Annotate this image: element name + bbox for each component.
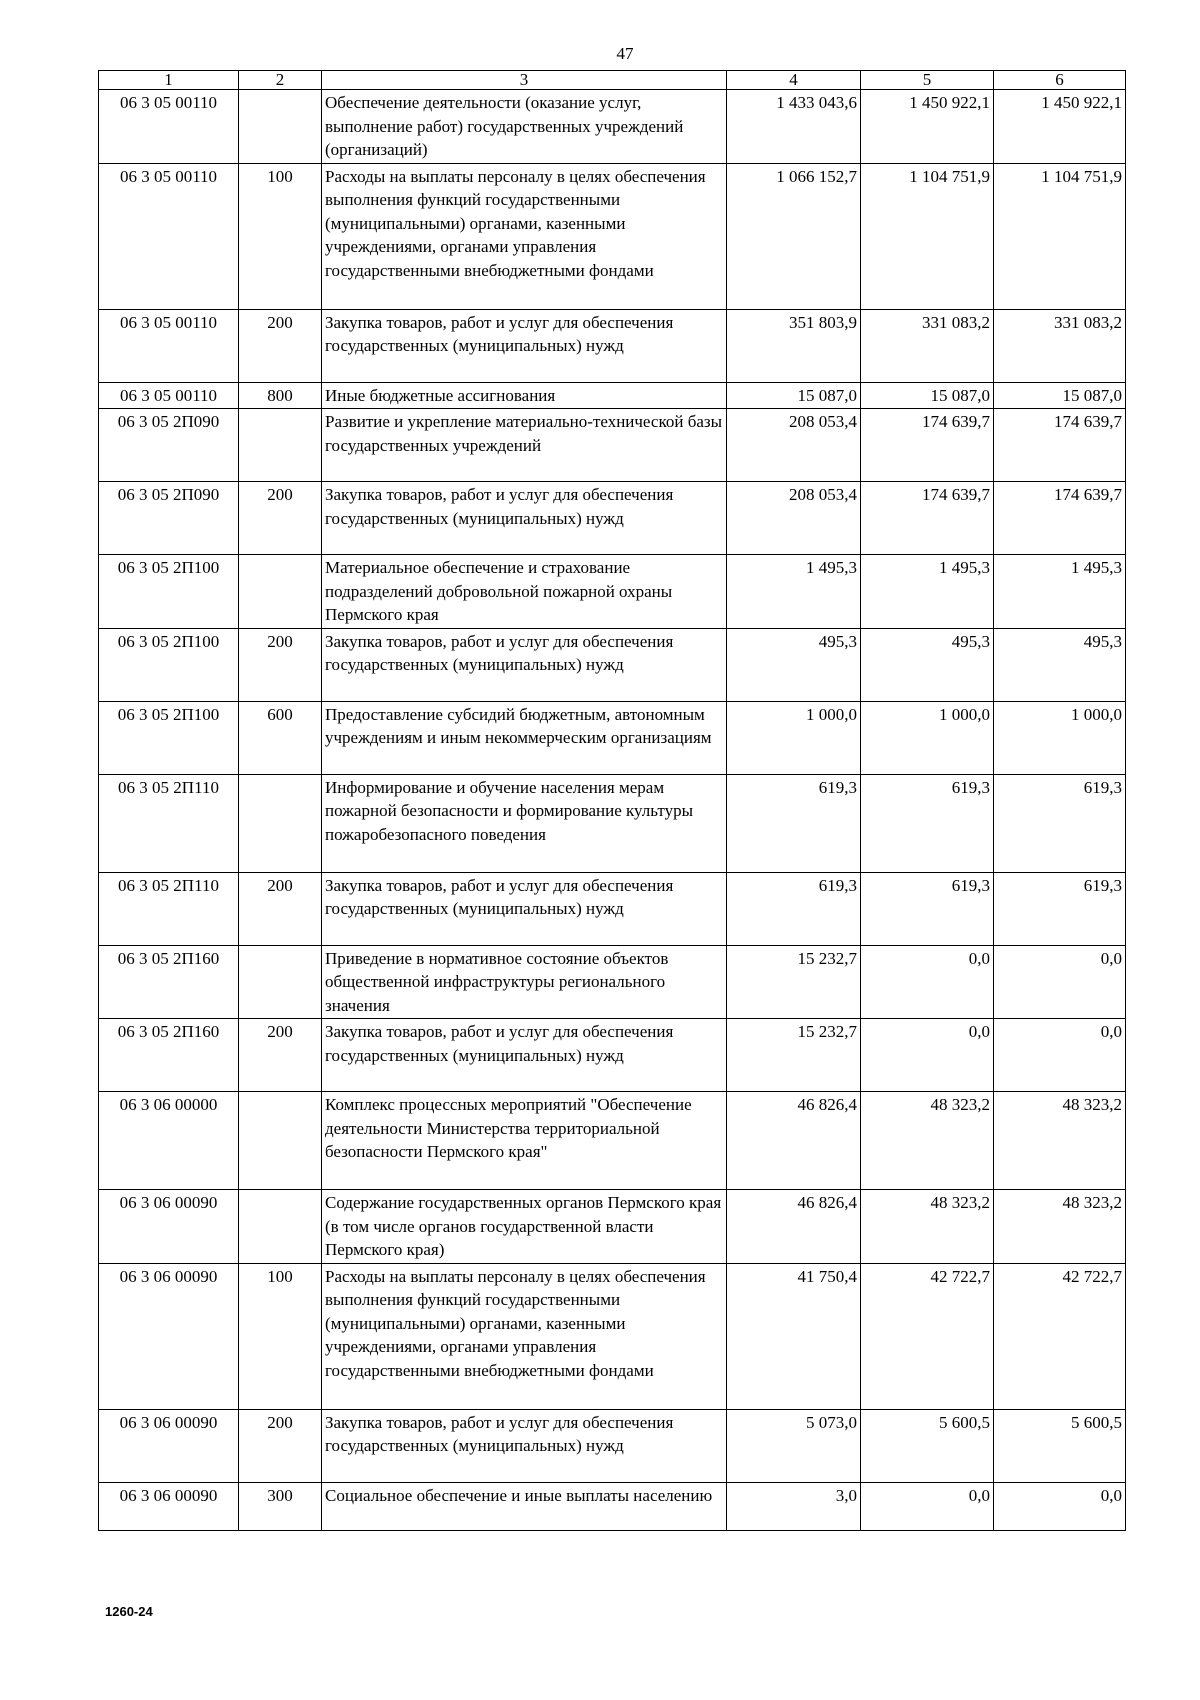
description-cell: Содержание государственных органов Пермского края (в том числе органов государственной власти Пермского края)	[322, 1190, 727, 1264]
amount-col-4-cell: 46 826,4	[727, 1092, 861, 1190]
table-row	[99, 1482, 1126, 1530]
amount-col-4-cell: 619,3	[727, 774, 861, 872]
description-cell: Предоставление субсидий бюджетным, автономным учреждениям и иным некоммерческим организациям	[322, 701, 727, 774]
target-code-cell: 06 3 06 00090	[99, 1263, 239, 1409]
amount-col-5-cell: 15 087,0	[861, 382, 994, 409]
description-cell: Закупка товаров, работ и услуг для обеспечения государственных (муниципальных) нужд	[322, 482, 727, 555]
amount-col-5-cell: 0,0	[861, 1019, 994, 1092]
table-row	[99, 309, 1126, 382]
target-code-cell: 06 3 06 00090	[99, 1482, 239, 1530]
expense-type-cell	[239, 1190, 322, 1264]
budget-table	[98, 70, 1126, 1531]
amount-col-5-cell: 48 323,2	[861, 1092, 994, 1190]
target-code-cell: 06 3 05 2П110	[99, 872, 239, 945]
description-cell: Расходы на выплаты персоналу в целях обеспечения выполнения функций государственными (муниципальными) органами, казенными учреждениями, органами управления государственными внебюджетными фондами	[322, 163, 727, 309]
target-code-cell: 06 3 05 2П090	[99, 482, 239, 555]
expense-type-cell: 200	[239, 1019, 322, 1092]
amount-col-4-cell: 495,3	[727, 628, 861, 701]
amount-col-4-cell: 351 803,9	[727, 309, 861, 382]
amount-col-6-cell: 1 450 922,1	[994, 90, 1126, 164]
table-header-row	[99, 71, 1126, 90]
amount-col-5-cell: 1 450 922,1	[861, 90, 994, 164]
description-cell: Закупка товаров, работ и услуг для обеспечения государственных (муниципальных) нужд	[322, 1409, 727, 1482]
expense-type-cell: 200	[239, 872, 322, 945]
table-row	[99, 701, 1126, 774]
amount-col-4-cell: 41 750,4	[727, 1263, 861, 1409]
table-row	[99, 1263, 1126, 1409]
amount-col-5-cell: 619,3	[861, 872, 994, 945]
table-row	[99, 382, 1126, 409]
amount-col-6-cell: 48 323,2	[994, 1190, 1126, 1264]
description-cell: Закупка товаров, работ и услуг для обеспечения государственных (муниципальных) нужд	[322, 1019, 727, 1092]
amount-col-6-cell: 1 000,0	[994, 701, 1126, 774]
table-row	[99, 555, 1126, 629]
expense-type-cell	[239, 409, 322, 482]
table-row	[99, 872, 1126, 945]
target-code-cell: 06 3 05 2П100	[99, 701, 239, 774]
expense-type-cell: 100	[239, 163, 322, 309]
table-row	[99, 628, 1126, 701]
description-cell: Комплекс процессных мероприятий "Обеспечение деятельности Министерства территориальной безопасности Пермского края"	[322, 1092, 727, 1190]
amount-col-4-cell: 5 073,0	[727, 1409, 861, 1482]
expense-type-cell: 200	[239, 309, 322, 382]
amount-col-4-cell: 208 053,4	[727, 409, 861, 482]
target-code-cell: 06 3 05 2П090	[99, 409, 239, 482]
amount-col-5-cell: 48 323,2	[861, 1190, 994, 1264]
target-code-cell: 06 3 05 2П100	[99, 555, 239, 629]
amount-col-4-cell: 1 433 043,6	[727, 90, 861, 164]
amount-col-6-cell: 5 600,5	[994, 1409, 1126, 1482]
target-code-cell: 06 3 05 2П110	[99, 774, 239, 872]
expense-type-cell	[239, 90, 322, 164]
amount-col-6-cell: 15 087,0	[994, 382, 1126, 409]
header-col-4: 4	[727, 71, 861, 90]
amount-col-6-cell: 1 104 751,9	[994, 163, 1126, 309]
amount-col-5-cell: 5 600,5	[861, 1409, 994, 1482]
table-row	[99, 409, 1126, 482]
description-cell: Информирование и обучение населения мерам пожарной безопасности и формирование культуры пожаробезопасного поведения	[322, 774, 727, 872]
header-col-6: 6	[994, 71, 1126, 90]
amount-col-6-cell: 619,3	[994, 872, 1126, 945]
amount-col-5-cell: 619,3	[861, 774, 994, 872]
amount-col-4-cell: 1 066 152,7	[727, 163, 861, 309]
table-row	[99, 1092, 1126, 1190]
table-row	[99, 1190, 1126, 1264]
amount-col-6-cell: 331 083,2	[994, 309, 1126, 382]
amount-col-6-cell: 619,3	[994, 774, 1126, 872]
expense-type-cell: 200	[239, 628, 322, 701]
amount-col-5-cell: 495,3	[861, 628, 994, 701]
target-code-cell: 06 3 06 00000	[99, 1092, 239, 1190]
target-code-cell: 06 3 05 00110	[99, 309, 239, 382]
description-cell: Закупка товаров, работ и услуг для обеспечения государственных (муниципальных) нужд	[322, 309, 727, 382]
target-code-cell: 06 3 06 00090	[99, 1190, 239, 1264]
header-col-1: 1	[99, 71, 239, 90]
amount-col-5-cell: 174 639,7	[861, 482, 994, 555]
amount-col-4-cell: 46 826,4	[727, 1190, 861, 1264]
description-cell: Социальное обеспечение и иные выплаты населению	[322, 1482, 727, 1530]
table-row	[99, 774, 1126, 872]
amount-col-6-cell: 0,0	[994, 1482, 1126, 1530]
table-row	[99, 945, 1126, 1019]
expense-type-cell: 800	[239, 382, 322, 409]
expense-type-cell: 300	[239, 1482, 322, 1530]
expense-type-cell	[239, 774, 322, 872]
amount-col-4-cell: 3,0	[727, 1482, 861, 1530]
amount-col-4-cell: 1 495,3	[727, 555, 861, 629]
expense-type-cell	[239, 945, 322, 1019]
description-cell: Развитие и укрепление материально-технической базы государственных учреждений	[322, 409, 727, 482]
description-cell: Закупка товаров, работ и услуг для обеспечения государственных (муниципальных) нужд	[322, 628, 727, 701]
amount-col-6-cell: 495,3	[994, 628, 1126, 701]
expense-type-cell: 200	[239, 482, 322, 555]
amount-col-5-cell: 1 104 751,9	[861, 163, 994, 309]
description-cell: Иные бюджетные ассигнования	[322, 382, 727, 409]
expense-type-cell: 100	[239, 1263, 322, 1409]
amount-col-6-cell: 42 722,7	[994, 1263, 1126, 1409]
target-code-cell: 06 3 05 00110	[99, 382, 239, 409]
table-row	[99, 482, 1126, 555]
header-col-3: 3	[322, 71, 727, 90]
amount-col-6-cell: 174 639,7	[994, 409, 1126, 482]
header-col-5: 5	[861, 71, 994, 90]
target-code-cell: 06 3 05 2П160	[99, 1019, 239, 1092]
target-code-cell: 06 3 05 00110	[99, 163, 239, 309]
amount-col-4-cell: 15 232,7	[727, 1019, 861, 1092]
amount-col-4-cell: 1 000,0	[727, 701, 861, 774]
amount-col-5-cell: 1 000,0	[861, 701, 994, 774]
description-cell: Приведение в нормативное состояние объектов общественной инфраструктуры регионального значения	[322, 945, 727, 1019]
amount-col-6-cell: 1 495,3	[994, 555, 1126, 629]
page-number: 47	[616, 44, 634, 63]
header-col-2: 2	[239, 71, 322, 90]
expense-type-cell: 600	[239, 701, 322, 774]
expense-type-cell	[239, 1092, 322, 1190]
table-row	[99, 1019, 1126, 1092]
amount-col-4-cell: 15 232,7	[727, 945, 861, 1019]
amount-col-5-cell: 174 639,7	[861, 409, 994, 482]
amount-col-4-cell: 619,3	[727, 872, 861, 945]
amount-col-5-cell: 0,0	[861, 945, 994, 1019]
expense-type-cell	[239, 555, 322, 629]
table-row	[99, 90, 1126, 164]
amount-col-6-cell: 0,0	[994, 1019, 1126, 1092]
target-code-cell: 06 3 05 00110	[99, 90, 239, 164]
amount-col-5-cell: 1 495,3	[861, 555, 994, 629]
table-row	[99, 1409, 1126, 1482]
amount-col-5-cell: 42 722,7	[861, 1263, 994, 1409]
amount-col-6-cell: 48 323,2	[994, 1092, 1126, 1190]
amount-col-6-cell: 0,0	[994, 945, 1126, 1019]
target-code-cell: 06 3 05 2П100	[99, 628, 239, 701]
table-row	[99, 163, 1126, 309]
target-code-cell: 06 3 05 2П160	[99, 945, 239, 1019]
amount-col-5-cell: 331 083,2	[861, 309, 994, 382]
amount-col-5-cell: 0,0	[861, 1482, 994, 1530]
expense-type-cell: 200	[239, 1409, 322, 1482]
description-cell: Обеспечение деятельности (оказание услуг, выполнение работ) государственных учреждений (организаций)	[322, 90, 727, 164]
amount-col-4-cell: 208 053,4	[727, 482, 861, 555]
amount-col-6-cell: 174 639,7	[994, 482, 1126, 555]
target-code-cell: 06 3 06 00090	[99, 1409, 239, 1482]
description-cell: Закупка товаров, работ и услуг для обеспечения государственных (муниципальных) нужд	[322, 872, 727, 945]
amount-col-4-cell: 15 087,0	[727, 382, 861, 409]
description-cell: Материальное обеспечение и страхование подразделений добровольной пожарной охраны Пермского края	[322, 555, 727, 629]
description-cell: Расходы на выплаты персоналу в целях обеспечения выполнения функций государственными (муниципальными) органами, казенными учреждениями, органами управления государственными внебюджетными фондами	[322, 1263, 727, 1409]
document-code: 1260-24	[105, 1604, 153, 1619]
